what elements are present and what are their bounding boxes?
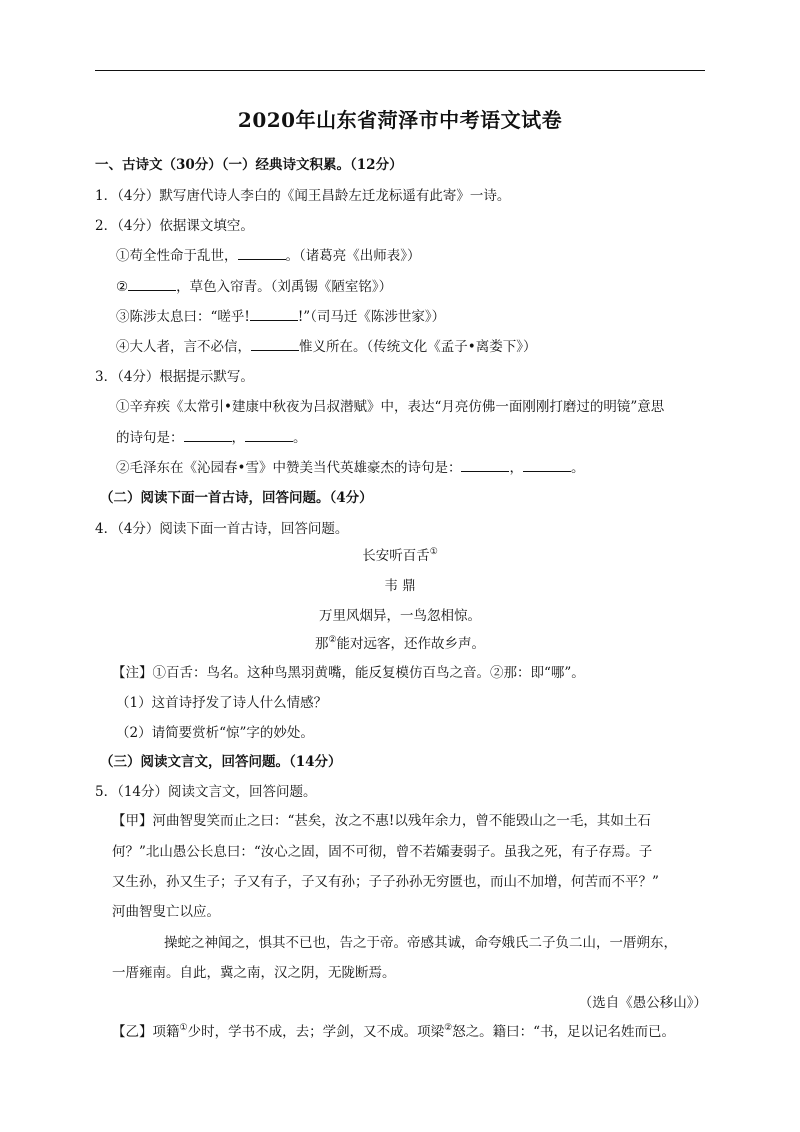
question-4-part-1: （1）这首诗抒发了诗人什么情感？ [116, 695, 328, 711]
page-title: 2020年山东省菏泽市中考语文试卷 [237, 108, 563, 132]
fill-blank [251, 338, 299, 351]
q2-4-text-b: 惟义所在。（传统文化《孟子•离娄下》） [299, 339, 537, 355]
footnote-marker: ② [328, 635, 337, 645]
fill-blank [128, 278, 176, 291]
poem-line-2-text-a: 那 [314, 636, 329, 652]
q3-2-text-c: 。 [570, 460, 585, 476]
question-2-item-4 [116, 335, 536, 355]
yi-text-b: 少时，学书不成，去；学剑，又不成。项梁 [187, 1024, 445, 1040]
poem-annotation: 【注】①百舌：鸟名。这种鸟黑羽黄嘴，能反复模仿百鸟之音。②那：即“哪”。 [112, 665, 585, 681]
question-2: 2．（4分）依据课文填空。 [95, 218, 254, 234]
section1-heading: 一、古诗文（30分）（一）经典诗文积累。（12分） [95, 157, 403, 173]
q2-3-text-a: ③陈涉太息曰：“嗟乎! [116, 309, 250, 325]
section3-heading: （三）阅读文言文，回答问题。（14分） [100, 754, 342, 770]
footnote-marker: ① [179, 1023, 188, 1033]
passage-jia-source: （选自《愚公移山》） [578, 995, 707, 1011]
question-1: 1．（4分）默写唐代诗人李白的《闻王昌龄左迁龙标遥有此寄》一诗。 [95, 188, 511, 204]
section2-heading: （二）阅读下面一首古诗，回答问题。（4分） [100, 490, 373, 506]
poem-title [0, 544, 800, 564]
footnote-marker: ② [444, 1023, 453, 1033]
poem-title-text: 长安听百舌 [362, 548, 430, 564]
question-3-item-1-cont [116, 426, 307, 446]
q2-1-text-a: ①苟全性命于乱世， [116, 248, 238, 264]
q3-2-text-a: ②毛泽东在《沁园春•雪》中赞美当代英雄豪杰的诗句是： [116, 460, 462, 476]
q2-3-text-b: !”（司马迁《陈涉世家》） [297, 309, 446, 325]
fill-blank [523, 459, 571, 472]
q3-1b-text-b: ， [231, 430, 245, 446]
question-2-item-2 [116, 275, 392, 295]
passage-yi-line-1 [112, 1020, 675, 1040]
question-2-item-3 [116, 305, 445, 325]
q3-1b-text-c: 。 [293, 430, 307, 446]
question-3-item-1: ①辛弃疾《太常引•建康中秋夜为吕叔潜赋》中，表达“月亮仿佛一面刚刚打磨过的明镜”意思 [116, 399, 665, 415]
poem-line-2 [0, 632, 800, 652]
passage-jia-line-4: 河曲智叟亡以应。 [112, 904, 220, 920]
q2-1-text-b: 。（诸葛亮《出师表》） [285, 248, 421, 264]
question-5: 5．（14分）阅读文言文，回答问题。 [95, 784, 317, 800]
passage-jia-line-6: 一厝雍南。自此，冀之南，汉之阴，无陇断焉。 [112, 965, 396, 981]
poem-author: 韦 鼎 [384, 578, 416, 594]
q3-1b-text-a: 的诗句是： [116, 430, 184, 446]
poem-line-2-text-b: 能对远客，还作故乡声。 [336, 636, 486, 652]
q3-2-text-b: ， [509, 460, 523, 476]
yi-text-c: 怒之。籍曰：“书，足以记名姓而已。 [452, 1024, 676, 1040]
footnote-marker: ① [429, 547, 438, 557]
passage-jia-line-3: 又生孙，孙又生子；子又有子，子又有孙；子子孙孙无穷匮也，而山不加增，何苦而不平？” [112, 874, 659, 890]
question-3-item-2 [116, 456, 584, 476]
question-4: 4．（4分）阅读下面一首古诗，回答问题。 [95, 521, 349, 537]
fill-blank [245, 429, 293, 442]
poem-line-1: 万里风烟异，一鸟忽相惊。 [319, 608, 481, 624]
question-4-part-2: （2）请简要赏析“惊”字的妙处。 [116, 725, 314, 741]
passage-jia-line-5: 操蛇之神闻之，惧其不已也，告之于帝。帝感其诚，命夸娥氏二子负二山，一厝朔东， [164, 935, 677, 951]
question-3: 3．（4分）根据提示默写。 [95, 369, 254, 385]
fill-blank [238, 247, 286, 260]
passage-jia-line-1: 【甲】河曲智叟笑而止之曰：“甚矣，汝之不惠!以残年余力，曾不能毁山之一毛，其如土石 [112, 813, 651, 829]
fill-blank [250, 308, 298, 321]
fill-blank [461, 459, 509, 472]
q2-4-text-a: ④大人者，言不必信， [116, 339, 251, 355]
top-rule [95, 70, 705, 71]
yi-text-a: 【乙】项籍 [112, 1024, 180, 1040]
q2-2-text-a: ② [116, 279, 129, 295]
fill-blank [184, 429, 232, 442]
passage-jia-line-2: 何？”北山愚公长息曰：“汝心之固，固不可彻，曾不若孀妻弱子。虽我之死，有子存焉。子 [112, 844, 653, 860]
q2-2-text-b: ，草色入帘青。（刘禹锡《陋室铭》） [176, 279, 393, 295]
question-2-item-1 [116, 244, 421, 264]
